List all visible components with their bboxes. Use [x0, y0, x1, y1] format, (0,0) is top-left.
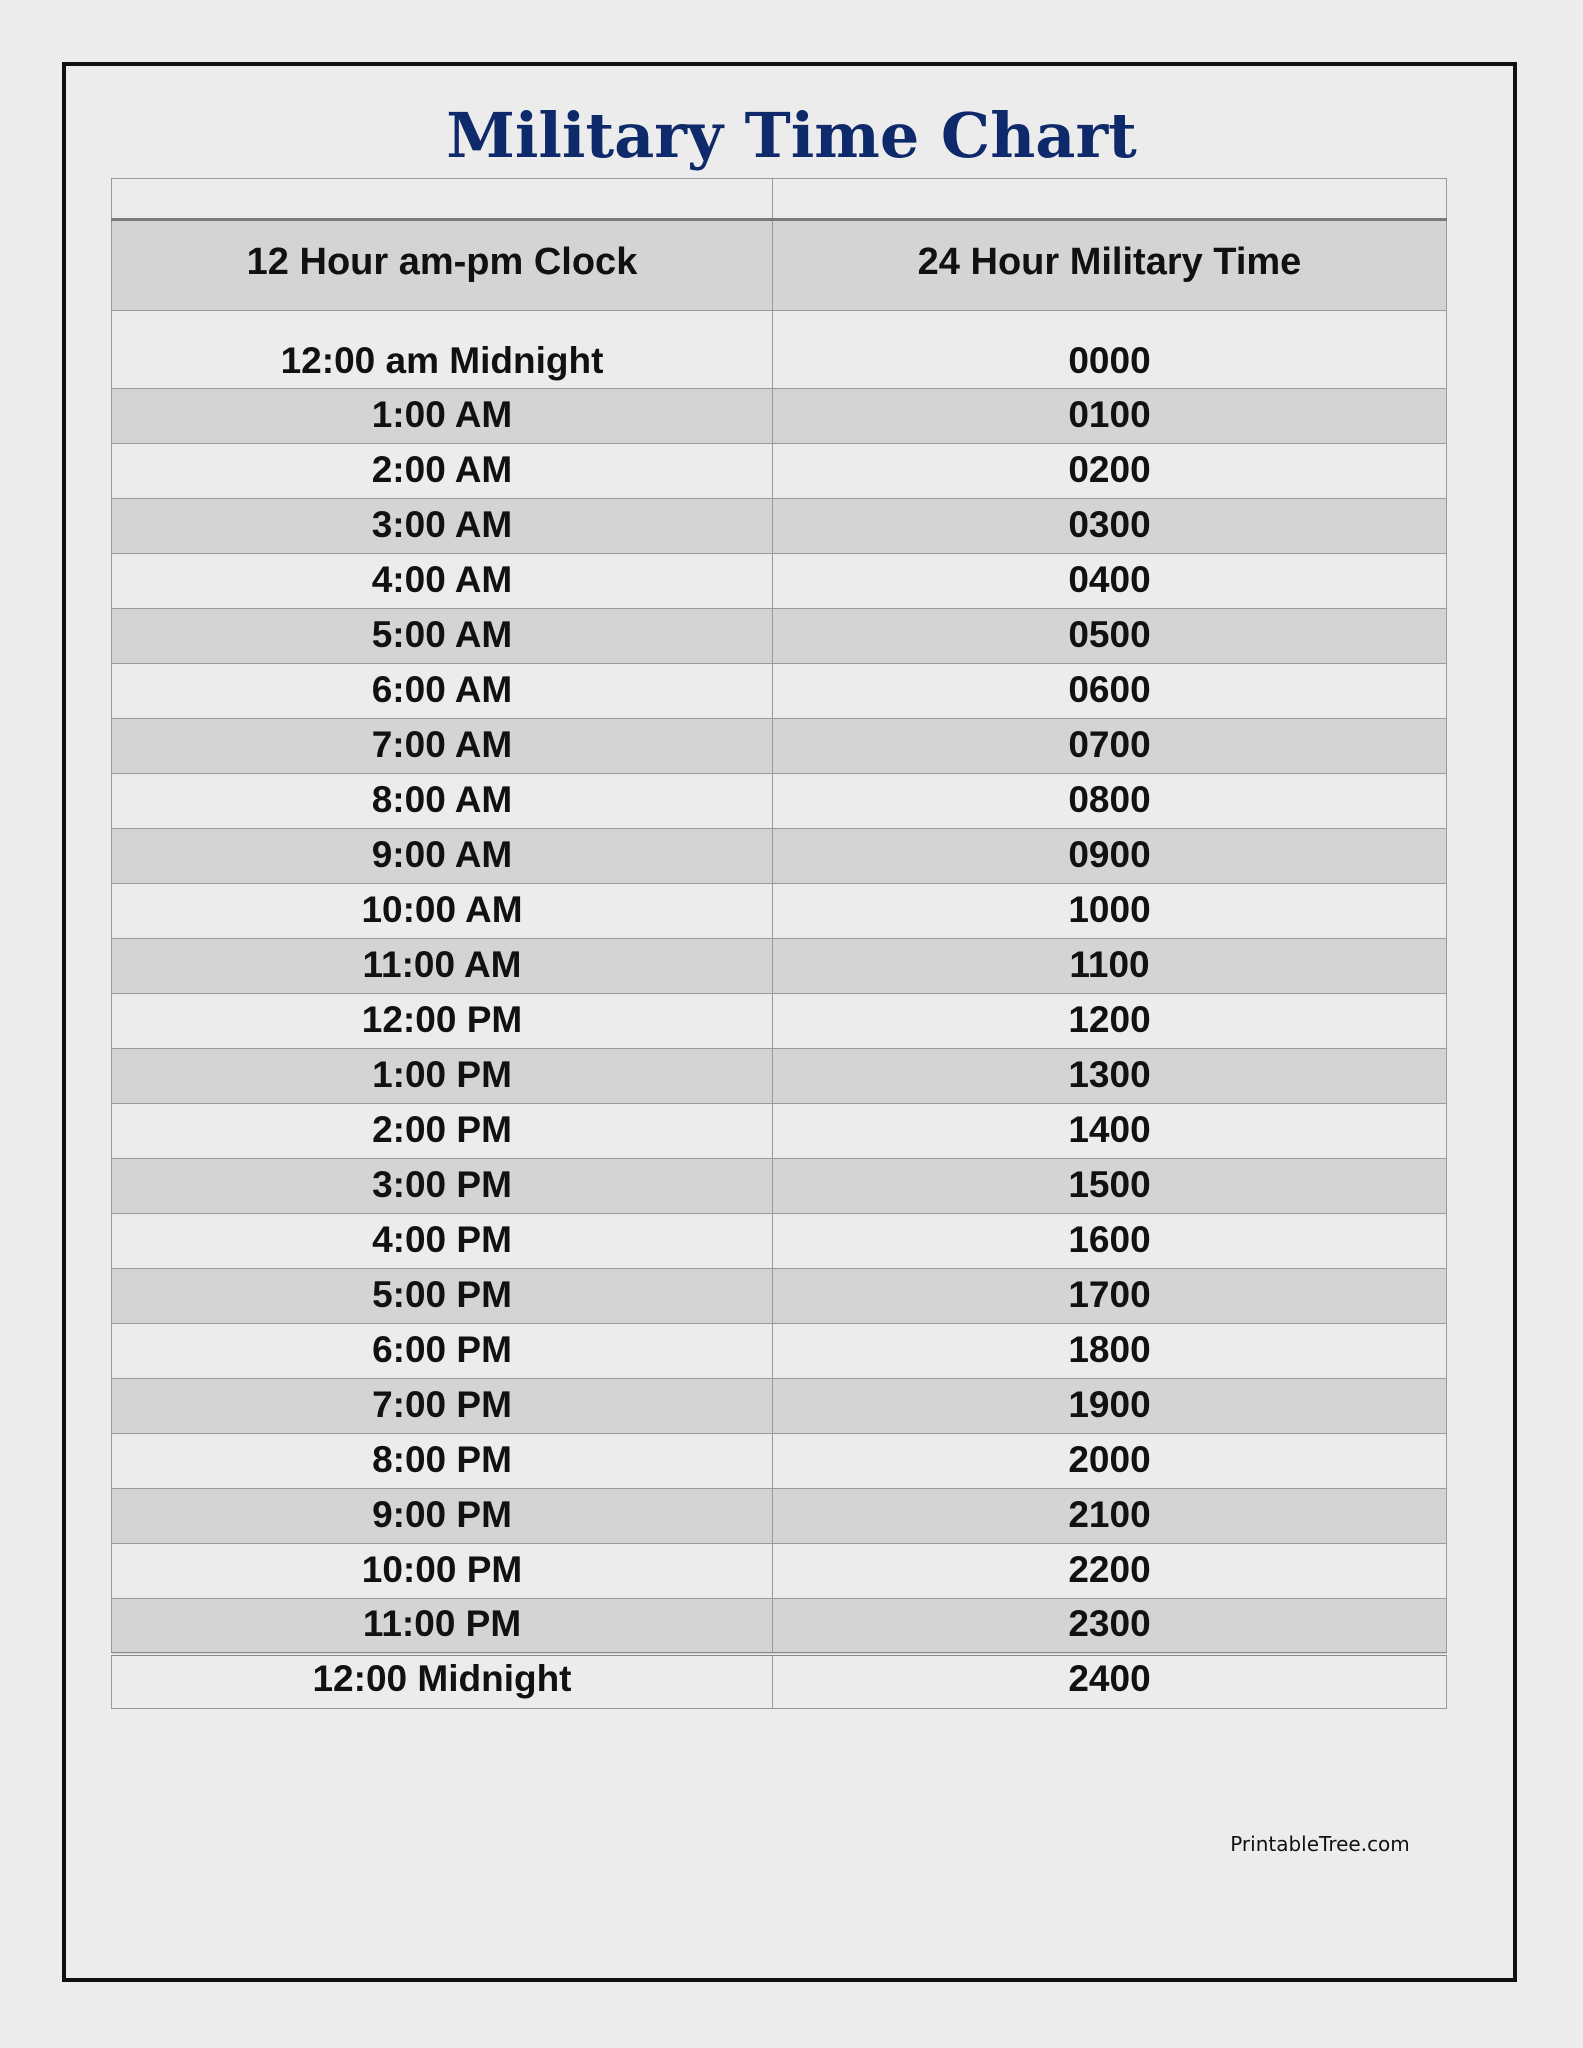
table-row: [112, 1434, 1447, 1489]
twelve-hour-cell: 5:00 AM: [112, 609, 773, 664]
military-time-cell: 0000: [773, 311, 1447, 389]
table-row: [112, 1379, 1447, 1434]
twelve-hour-cell: 2:00 PM: [112, 1104, 773, 1159]
table-row: [112, 939, 1447, 994]
table-row: [112, 1159, 1447, 1214]
military-time-cell: 1000: [773, 884, 1447, 939]
table-row: [112, 664, 1447, 719]
military-time-cell: 1900: [773, 1379, 1447, 1434]
military-time-cell: 2200: [773, 1544, 1447, 1599]
twelve-hour-cell: 4:00 PM: [112, 1214, 773, 1269]
table-row: [112, 444, 1447, 499]
table-row: [112, 1104, 1447, 1159]
military-time-cell: 2100: [773, 1489, 1447, 1544]
twelve-hour-cell: 6:00 PM: [112, 1324, 773, 1379]
twelve-hour-cell: 11:00 AM: [112, 939, 773, 994]
column-header-24-hour: 24 Hour Military Time: [773, 220, 1447, 311]
twelve-hour-cell: 9:00 PM: [112, 1489, 773, 1544]
table-row: [112, 1654, 1447, 1709]
table-row: [112, 1049, 1447, 1104]
table-row: [112, 609, 1447, 664]
table-row: [112, 774, 1447, 829]
table-row: [112, 884, 1447, 939]
twelve-hour-cell: 10:00 AM: [112, 884, 773, 939]
military-time-cell: 1300: [773, 1049, 1447, 1104]
military-time-cell: 1700: [773, 1269, 1447, 1324]
table-row: [112, 1269, 1447, 1324]
column-header-12-hour: 12 Hour am-pm Clock: [112, 220, 773, 311]
twelve-hour-cell: 10:00 PM: [112, 1544, 773, 1599]
twelve-hour-cell: 6:00 AM: [112, 664, 773, 719]
military-time-cell: 0500: [773, 609, 1447, 664]
twelve-hour-cell: 1:00 AM: [112, 389, 773, 444]
table-row: [112, 1599, 1447, 1654]
blank-cell: [773, 179, 1447, 220]
military-time-cell: 0400: [773, 554, 1447, 609]
twelve-hour-cell: 3:00 AM: [112, 499, 773, 554]
twelve-hour-cell: 5:00 PM: [112, 1269, 773, 1324]
military-time-cell: 1200: [773, 994, 1447, 1049]
table-header-row: [112, 220, 1447, 311]
twelve-hour-cell: 8:00 PM: [112, 1434, 773, 1489]
twelve-hour-cell: 2:00 AM: [112, 444, 773, 499]
table-row: [112, 829, 1447, 884]
table-row: [112, 1489, 1447, 1544]
military-time-cell: 2300: [773, 1599, 1447, 1654]
table-row: [112, 719, 1447, 774]
twelve-hour-cell: 7:00 AM: [112, 719, 773, 774]
military-time-cell: 0100: [773, 389, 1447, 444]
military-time-cell: 1600: [773, 1214, 1447, 1269]
table-row: [112, 1544, 1447, 1599]
footer-credit: PrintableTree.com: [1230, 1832, 1410, 1856]
military-time-cell: 0700: [773, 719, 1447, 774]
table-row: [112, 1324, 1447, 1379]
table-row: [112, 1214, 1447, 1269]
military-time-table: [111, 178, 1447, 1709]
table-row: [112, 554, 1447, 609]
twelve-hour-cell: 8:00 AM: [112, 774, 773, 829]
page-title: Military Time Chart: [446, 99, 1137, 172]
military-time-cell: 1400: [773, 1104, 1447, 1159]
military-time-cell: 1100: [773, 939, 1447, 994]
twelve-hour-cell: 9:00 AM: [112, 829, 773, 884]
military-time-cell: 1800: [773, 1324, 1447, 1379]
table-row: [112, 994, 1447, 1049]
military-time-cell: 2000: [773, 1434, 1447, 1489]
twelve-hour-cell: 12:00 am Midnight: [112, 311, 773, 389]
blank-cell: [112, 179, 773, 220]
military-time-cell: 0900: [773, 829, 1447, 884]
military-time-cell: 0300: [773, 499, 1447, 554]
military-time-cell: 2400: [773, 1654, 1447, 1709]
table-blank-row: [112, 179, 1447, 220]
military-time-cell: 0600: [773, 664, 1447, 719]
table-row: [112, 499, 1447, 554]
military-time-cell: 0800: [773, 774, 1447, 829]
military-time-cell: 1500: [773, 1159, 1447, 1214]
table-row: [112, 389, 1447, 444]
military-time-cell: 0200: [773, 444, 1447, 499]
table-row: [112, 311, 1447, 389]
twelve-hour-cell: 12:00 Midnight: [112, 1654, 773, 1709]
twelve-hour-cell: 3:00 PM: [112, 1159, 773, 1214]
twelve-hour-cell: 4:00 AM: [112, 554, 773, 609]
twelve-hour-cell: 7:00 PM: [112, 1379, 773, 1434]
twelve-hour-cell: 12:00 PM: [112, 994, 773, 1049]
twelve-hour-cell: 11:00 PM: [112, 1599, 773, 1654]
twelve-hour-cell: 1:00 PM: [112, 1049, 773, 1104]
